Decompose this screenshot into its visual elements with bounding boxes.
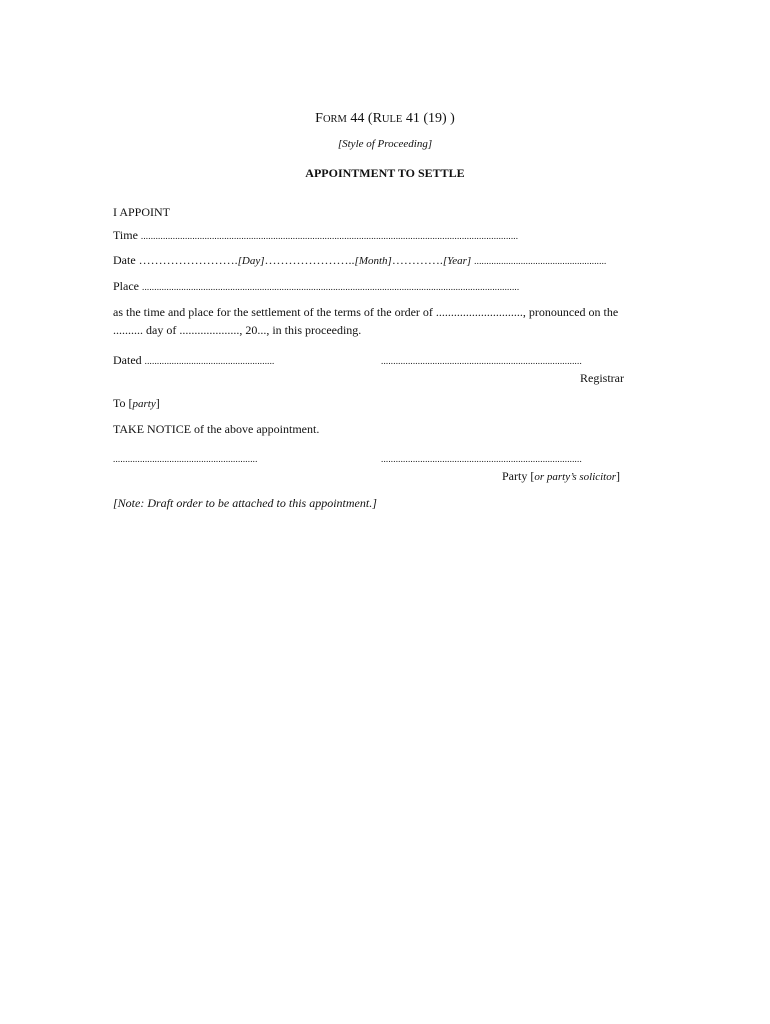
time-label: Time: [113, 228, 138, 242]
party-placeholder: party: [132, 398, 156, 410]
place-field[interactable]: ..........................................................................................................................................................: [142, 282, 520, 292]
registrar-signature-field[interactable]: ..................................................................................: [381, 356, 582, 366]
to-party-line: To [party]: [113, 396, 160, 410]
date-month-field[interactable]: …………………..: [264, 253, 355, 267]
date-line: [113, 253, 606, 268]
registrar-label: Registrar: [580, 371, 624, 385]
place-line: [113, 279, 519, 294]
style-of-proceeding: [Style of Proceeding]: [337, 138, 433, 150]
day-label: [Day]: [237, 255, 265, 267]
note-text: [Note: Draft order to be attached to this appointment.]: [113, 496, 377, 510]
date-extra-field[interactable]: ......................................................: [474, 256, 607, 266]
dated-line: [113, 353, 275, 368]
party-left-field[interactable]: ...........................................................: [113, 454, 258, 464]
party-label-line: Party [or party’s solicitor]: [502, 469, 621, 483]
take-notice-text: TAKE NOTICE of the above appointment.: [113, 422, 320, 436]
settlement-line-2: .......... day of ...................., 20..., in this proceeding.: [113, 323, 362, 337]
year-label: [Year]: [442, 255, 472, 267]
party-solicitor-label: or party’s solicitor: [534, 471, 617, 483]
month-label: [Month]: [354, 255, 392, 267]
settlement-line-1: as the time and place for the settlement of the terms of the order of ............................., pronounced on the: [113, 305, 619, 319]
party-signature-field[interactable]: ..................................................................................: [381, 454, 582, 464]
document-heading: APPOINTMENT TO SETTLE: [305, 166, 465, 180]
form-title: FORM 44 (RULE 41 (19) ): [315, 111, 455, 126]
i-appoint-text: I APPOINT: [113, 205, 171, 219]
place-label: Place: [113, 279, 139, 293]
time-field[interactable]: ..........................................................................................................................................................: [140, 231, 519, 241]
date-day-field[interactable]: …………………….: [138, 253, 238, 267]
time-line: [113, 228, 518, 243]
dated-field[interactable]: .....................................................: [144, 356, 275, 366]
date-label: Date: [113, 253, 136, 267]
dated-label: Dated: [113, 353, 142, 367]
date-year-field[interactable]: ………….: [391, 253, 443, 267]
